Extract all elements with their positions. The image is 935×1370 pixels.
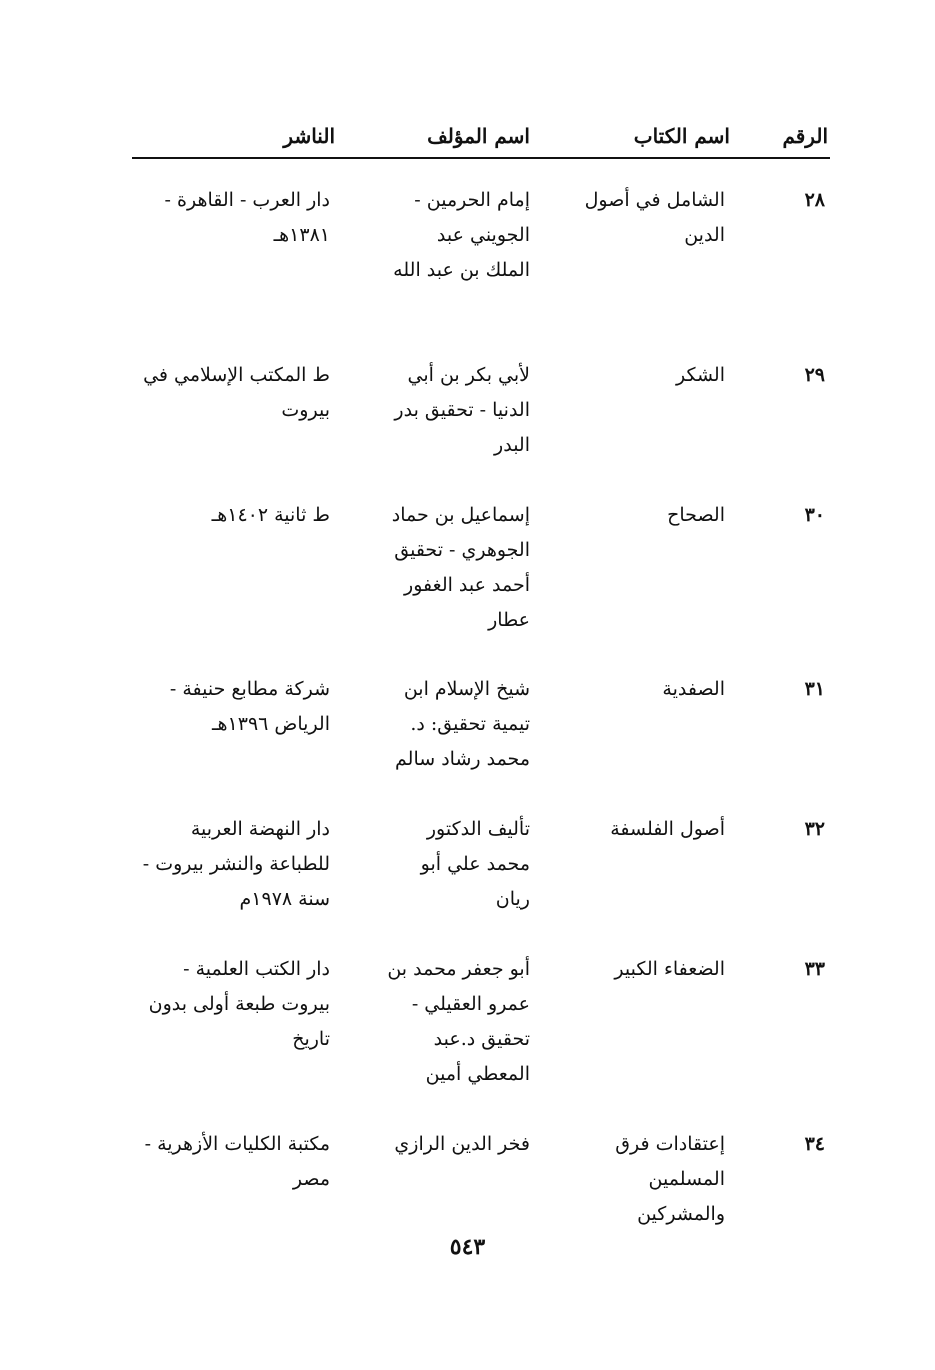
book-title-cell bbox=[565, 498, 725, 533]
book-title-line: الشامل في أصول bbox=[584, 189, 725, 211]
book-title-line: الشكر bbox=[676, 364, 725, 386]
author-line: البدر bbox=[494, 434, 530, 456]
author-line: المعطي أمين bbox=[425, 1063, 530, 1085]
author-line: فخر الدين الرازي bbox=[394, 1133, 530, 1155]
publisher-cell bbox=[130, 183, 330, 253]
author-line: محمد علي أبو bbox=[420, 853, 530, 875]
publisher-cell bbox=[130, 672, 330, 742]
author-line: عمرو العقيلي - bbox=[411, 993, 530, 1015]
author-line: الجويني عبد bbox=[436, 224, 530, 246]
author-line: الجوهري - تحقيق bbox=[394, 539, 530, 561]
publisher-cell bbox=[130, 498, 330, 533]
book-title-cell bbox=[565, 1127, 725, 1232]
publisher-line: مكتبة الكليات الأزهرية - bbox=[144, 1133, 330, 1155]
publisher-line: بيروت bbox=[281, 399, 330, 421]
book-title-line: المسلمين والمشركين bbox=[637, 1168, 725, 1225]
author-cell bbox=[375, 812, 530, 917]
author-line: تيمية تحقيق: د. bbox=[410, 713, 530, 735]
header-number: الرقم bbox=[782, 124, 828, 148]
row-number-cell: ٣٣ bbox=[804, 958, 825, 980]
publisher-cell bbox=[130, 358, 330, 428]
page-number: ٥٤٣ bbox=[449, 1234, 486, 1260]
publisher-line: بيروت طبعة أولى بدون bbox=[148, 993, 330, 1015]
author-line: أحمد عبد الغفور bbox=[404, 574, 530, 596]
author-line: شيخ الإسلام ابن bbox=[403, 678, 530, 700]
author-cell bbox=[375, 952, 530, 1092]
publisher-line: ١٣٨١هـ bbox=[273, 224, 330, 246]
author-line: ريان bbox=[495, 888, 530, 910]
publisher-line: ط المكتب الإسلامي في bbox=[143, 364, 330, 386]
author-line: لأبي بكر بن أبي bbox=[407, 364, 530, 386]
publisher-line: دار الكتب العلمية - bbox=[183, 958, 330, 980]
publisher-line: الرياض ١٣٩٦هـ bbox=[211, 713, 330, 735]
book-title-cell bbox=[565, 952, 725, 987]
book-title-line: إعتقادات فرق bbox=[615, 1133, 725, 1155]
publisher-line: تاريخ bbox=[292, 1028, 330, 1050]
publisher-cell bbox=[130, 952, 330, 1057]
author-cell bbox=[375, 183, 530, 288]
book-title-line: الدين bbox=[684, 224, 725, 246]
header-rule bbox=[132, 157, 830, 159]
row-number-cell: ٣٤ bbox=[804, 1133, 825, 1155]
book-title-cell bbox=[565, 183, 725, 253]
author-line: الدنيا - تحقيق بدر bbox=[394, 399, 530, 421]
publisher-cell bbox=[130, 812, 330, 917]
author-line: إسماعيل بن حماد bbox=[391, 504, 530, 526]
book-title-cell bbox=[565, 358, 725, 393]
publisher-line: دار النهضة العربية bbox=[190, 818, 330, 840]
row-number-cell: ٢٩ bbox=[804, 364, 825, 386]
author-cell bbox=[375, 358, 530, 463]
author-cell bbox=[375, 672, 530, 777]
publisher-line: ط ثانية ١٤٠٢هـ bbox=[211, 504, 330, 526]
author-cell bbox=[375, 498, 530, 638]
book-title-line: الضعفاء الكبير bbox=[614, 958, 725, 980]
book-title-cell bbox=[565, 812, 725, 847]
header-author: اسم المؤلف bbox=[427, 124, 530, 148]
author-line: الملك بن عبد الله bbox=[393, 259, 530, 281]
author-line: أبو جعفر محمد بن bbox=[387, 958, 530, 980]
book-title-cell bbox=[565, 672, 725, 707]
header-book-title: اسم الكتاب bbox=[633, 124, 730, 148]
row-number-cell: ٣٢ bbox=[804, 818, 825, 840]
publisher-line: سنة ١٩٧٨م bbox=[239, 888, 330, 910]
author-line: محمد رشاد سالم bbox=[395, 748, 530, 770]
book-title-line: الصفدية bbox=[662, 678, 725, 700]
author-line: عطار bbox=[488, 609, 530, 631]
author-cell bbox=[375, 1127, 530, 1162]
publisher-line: شركة مطابع حنيفة - bbox=[169, 678, 330, 700]
book-title-line: الصحاح bbox=[667, 504, 725, 526]
row-number-cell: ٢٨ bbox=[804, 189, 825, 211]
publisher-line: دار العرب - القاهرة - bbox=[164, 189, 330, 211]
publisher-cell bbox=[130, 1127, 330, 1197]
book-title-line: أصول الفلسفة bbox=[610, 818, 725, 840]
author-line: إمام الحرمين - bbox=[414, 189, 530, 211]
publisher-line: مصر bbox=[292, 1168, 330, 1190]
publisher-line: للطباعة والنشر بيروت - bbox=[142, 853, 330, 875]
row-number-cell: ٣٠ bbox=[804, 504, 825, 526]
header-publisher: الناشر bbox=[283, 124, 335, 148]
author-line: تأليف الدكتور bbox=[426, 818, 530, 840]
row-number-cell: ٣١ bbox=[804, 678, 825, 700]
author-line: تحقيق د.عبد bbox=[433, 1028, 530, 1050]
